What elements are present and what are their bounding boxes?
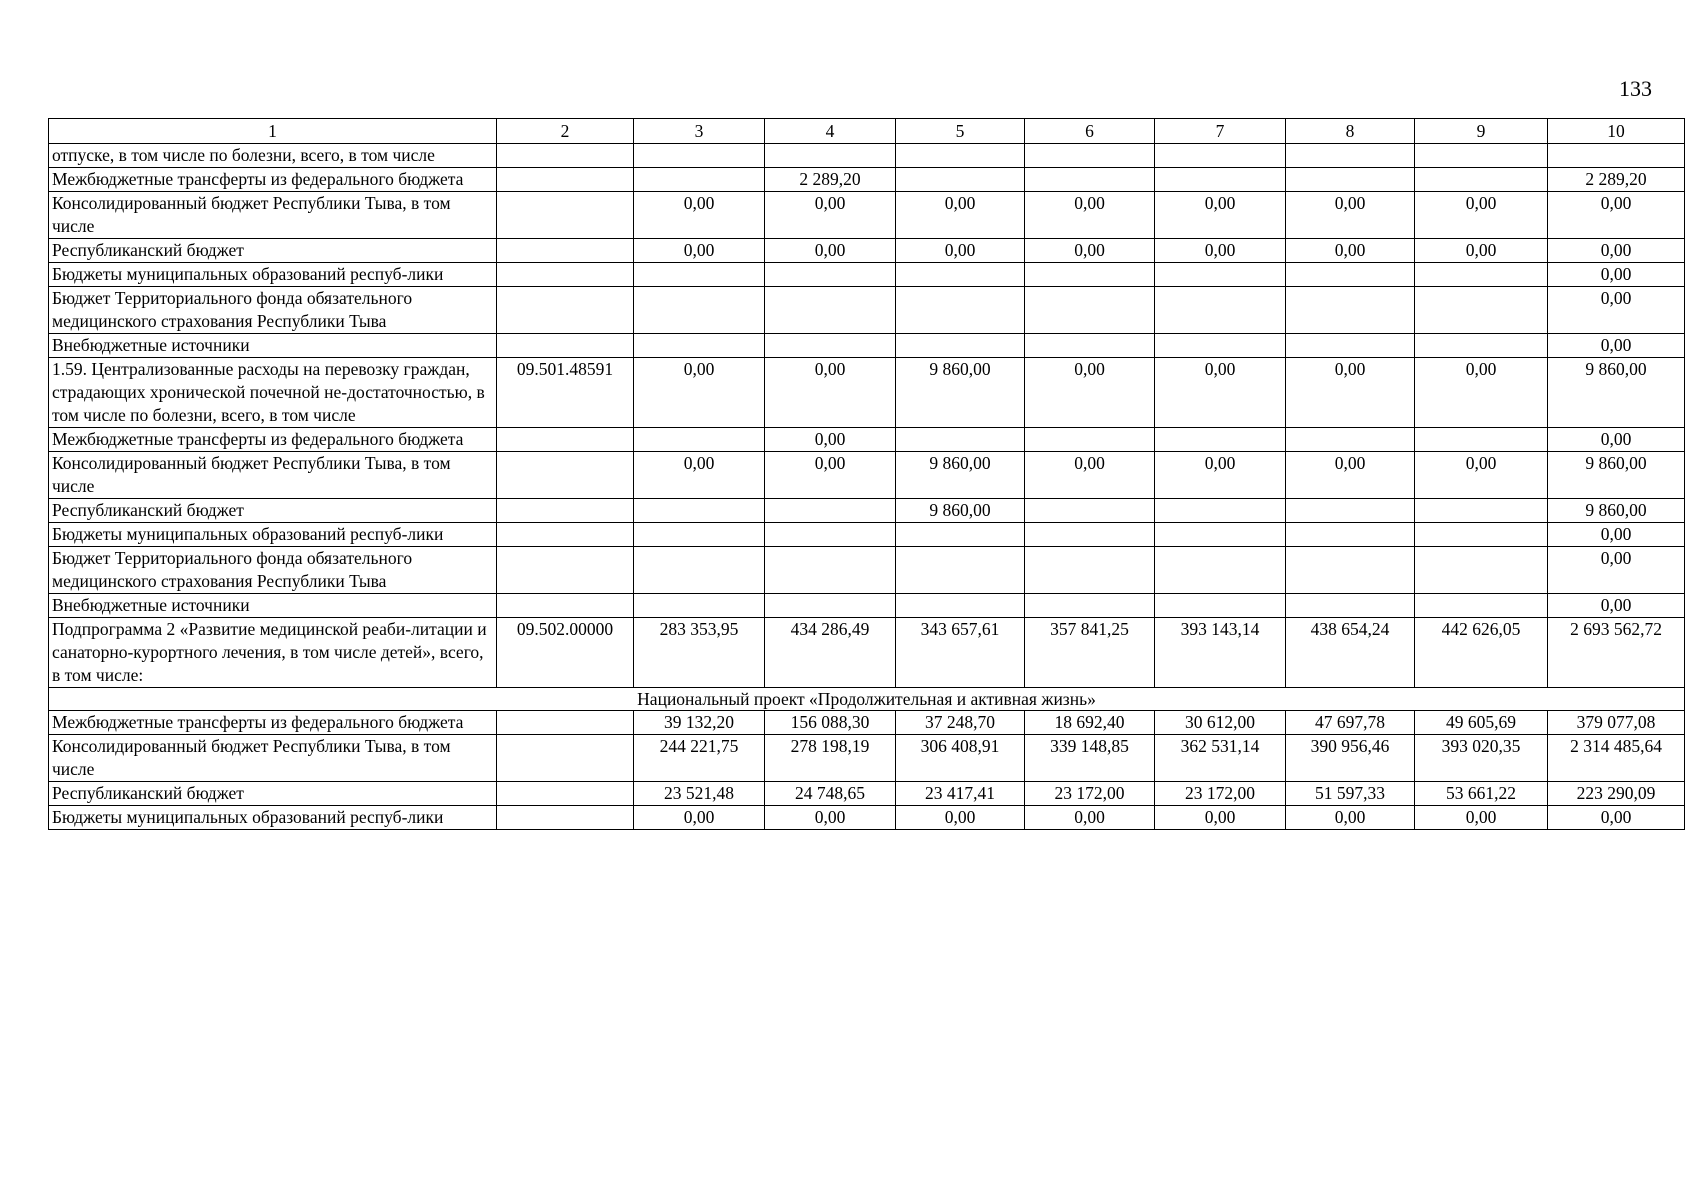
value-cell xyxy=(1155,287,1286,334)
row-label-cell: Республиканский бюджет xyxy=(49,782,497,806)
value-cell xyxy=(1155,144,1286,168)
value-cell: 0,00 xyxy=(634,358,765,428)
value-cell: 23 172,00 xyxy=(1025,782,1155,806)
value-cell: 0,00 xyxy=(634,452,765,499)
table-row xyxy=(49,806,1685,830)
value-cell: 0,00 xyxy=(1548,334,1685,358)
row-label-cell: Бюджет Территориального фонда обязательного медицинского страхования Республики Тыва xyxy=(49,547,497,594)
value-cell: 306 408,91 xyxy=(896,735,1025,782)
value-cell xyxy=(1155,428,1286,452)
value-cell: 39 132,20 xyxy=(634,711,765,735)
value-cell xyxy=(1415,334,1548,358)
value-cell: 9 860,00 xyxy=(896,499,1025,523)
value-cell: 9 860,00 xyxy=(1548,452,1685,499)
row-label-cell: Бюджеты муниципальных образований респуб-лики xyxy=(49,263,497,287)
table-row xyxy=(49,735,1685,782)
budget-code-cell xyxy=(497,334,634,358)
budget-code-cell: 09.501.48591 xyxy=(497,358,634,428)
budget-table xyxy=(48,118,1685,830)
value-cell: 0,00 xyxy=(765,358,896,428)
table-row xyxy=(49,263,1685,287)
value-cell: 379 077,08 xyxy=(1548,711,1685,735)
value-cell: 0,00 xyxy=(1155,452,1286,499)
value-cell: 0,00 xyxy=(634,806,765,830)
value-cell xyxy=(1155,499,1286,523)
table-row xyxy=(49,499,1685,523)
column-number-header: 3 xyxy=(634,119,765,144)
value-cell xyxy=(1025,594,1155,618)
value-cell xyxy=(1025,287,1155,334)
value-cell: 0,00 xyxy=(765,428,896,452)
value-cell: 0,00 xyxy=(765,192,896,239)
section-row xyxy=(49,688,1685,711)
value-cell: 0,00 xyxy=(1155,239,1286,263)
value-cell: 0,00 xyxy=(1415,358,1548,428)
value-cell: 0,00 xyxy=(1286,452,1415,499)
value-cell xyxy=(765,499,896,523)
value-cell: 0,00 xyxy=(1025,806,1155,830)
value-cell: 0,00 xyxy=(765,452,896,499)
value-cell: 0,00 xyxy=(896,192,1025,239)
value-cell xyxy=(1415,594,1548,618)
table-row xyxy=(49,618,1685,688)
value-cell: 244 221,75 xyxy=(634,735,765,782)
value-cell xyxy=(1415,523,1548,547)
value-cell: 9 860,00 xyxy=(896,358,1025,428)
value-cell: 0,00 xyxy=(1155,806,1286,830)
row-label-cell: Бюджеты муниципальных образований респуб-лики xyxy=(49,806,497,830)
value-cell: 2 289,20 xyxy=(765,168,896,192)
value-cell xyxy=(634,594,765,618)
value-cell xyxy=(896,547,1025,594)
budget-code-cell xyxy=(497,806,634,830)
value-cell: 343 657,61 xyxy=(896,618,1025,688)
row-label-cell: Межбюджетные трансферты из федерального бюджета xyxy=(49,711,497,735)
value-cell xyxy=(765,594,896,618)
table-row xyxy=(49,547,1685,594)
value-cell: 0,00 xyxy=(1025,192,1155,239)
value-cell: 390 956,46 xyxy=(1286,735,1415,782)
value-cell xyxy=(1155,263,1286,287)
budget-code-cell xyxy=(497,239,634,263)
value-cell xyxy=(765,523,896,547)
value-cell: 0,00 xyxy=(1548,287,1685,334)
value-cell xyxy=(1155,547,1286,594)
table-row xyxy=(49,239,1685,263)
column-number-header: 7 xyxy=(1155,119,1286,144)
value-cell: 23 521,48 xyxy=(634,782,765,806)
value-cell: 9 860,00 xyxy=(1548,499,1685,523)
row-label-cell: Консолидированный бюджет Республики Тыва, в том числе xyxy=(49,452,497,499)
value-cell: 30 612,00 xyxy=(1155,711,1286,735)
column-number-header: 10 xyxy=(1548,119,1685,144)
table-row xyxy=(49,594,1685,618)
table-row xyxy=(49,358,1685,428)
value-cell: 0,00 xyxy=(1025,358,1155,428)
table-row xyxy=(49,334,1685,358)
value-cell xyxy=(1025,523,1155,547)
value-cell: 0,00 xyxy=(634,192,765,239)
value-cell xyxy=(896,287,1025,334)
value-cell xyxy=(896,263,1025,287)
value-cell: 0,00 xyxy=(1155,358,1286,428)
value-cell: 0,00 xyxy=(1025,452,1155,499)
value-cell: 47 697,78 xyxy=(1286,711,1415,735)
value-cell xyxy=(1286,523,1415,547)
budget-code-cell xyxy=(497,192,634,239)
value-cell xyxy=(634,499,765,523)
value-cell: 442 626,05 xyxy=(1415,618,1548,688)
budget-code-cell xyxy=(497,428,634,452)
value-cell: 49 605,69 xyxy=(1415,711,1548,735)
table-row xyxy=(49,523,1685,547)
value-cell xyxy=(1155,523,1286,547)
row-label-cell: Бюджеты муниципальных образований респуб-лики xyxy=(49,523,497,547)
value-cell xyxy=(1025,334,1155,358)
table-row xyxy=(49,168,1685,192)
row-label-cell: Республиканский бюджет xyxy=(49,239,497,263)
table-row xyxy=(49,144,1685,168)
value-cell: 0,00 xyxy=(1286,192,1415,239)
value-cell xyxy=(1415,287,1548,334)
value-cell: 0,00 xyxy=(1548,594,1685,618)
table-body xyxy=(49,144,1685,830)
value-cell xyxy=(1415,499,1548,523)
value-cell: 0,00 xyxy=(1415,239,1548,263)
value-cell: 23 172,00 xyxy=(1155,782,1286,806)
budget-code-cell xyxy=(497,168,634,192)
budget-code-cell xyxy=(497,711,634,735)
value-cell xyxy=(634,523,765,547)
table-row xyxy=(49,192,1685,239)
value-cell: 278 198,19 xyxy=(765,735,896,782)
value-cell xyxy=(765,334,896,358)
budget-code-cell xyxy=(497,144,634,168)
value-cell: 0,00 xyxy=(1415,452,1548,499)
budget-code-cell xyxy=(497,547,634,594)
column-number-header: 8 xyxy=(1286,119,1415,144)
row-label-cell: Консолидированный бюджет Республики Тыва, в том числе xyxy=(49,192,497,239)
value-cell xyxy=(1286,287,1415,334)
value-cell: 0,00 xyxy=(765,806,896,830)
value-cell: 0,00 xyxy=(1548,428,1685,452)
row-label-cell: Республиканский бюджет xyxy=(49,499,497,523)
value-cell xyxy=(1286,263,1415,287)
column-number-header: 9 xyxy=(1415,119,1548,144)
value-cell: 0,00 xyxy=(634,239,765,263)
value-cell: 357 841,25 xyxy=(1025,618,1155,688)
value-cell: 0,00 xyxy=(1548,263,1685,287)
value-cell: 24 748,65 xyxy=(765,782,896,806)
value-cell xyxy=(1286,428,1415,452)
value-cell: 0,00 xyxy=(765,239,896,263)
budget-code-cell: 09.502.00000 xyxy=(497,618,634,688)
value-cell xyxy=(1415,428,1548,452)
value-cell: 37 248,70 xyxy=(896,711,1025,735)
table-row xyxy=(49,428,1685,452)
value-cell: 362 531,14 xyxy=(1155,735,1286,782)
value-cell: 2 289,20 xyxy=(1548,168,1685,192)
value-cell xyxy=(1286,168,1415,192)
table-row xyxy=(49,452,1685,499)
value-cell: 283 353,95 xyxy=(634,618,765,688)
column-number-header: 1 xyxy=(49,119,497,144)
value-cell xyxy=(1025,428,1155,452)
value-cell: 0,00 xyxy=(1155,192,1286,239)
value-cell xyxy=(1025,547,1155,594)
value-cell xyxy=(765,263,896,287)
value-cell: 0,00 xyxy=(1286,358,1415,428)
value-cell: 2 314 485,64 xyxy=(1548,735,1685,782)
value-cell: 0,00 xyxy=(1548,523,1685,547)
row-label-cell: 1.59. Централизованные расходы на перевозку граждан, страдающих хронической почечной не-достаточностью, в том числе по болезни, всего, в том числе xyxy=(49,358,497,428)
value-cell: 434 286,49 xyxy=(765,618,896,688)
value-cell: 393 020,35 xyxy=(1415,735,1548,782)
value-cell xyxy=(1025,263,1155,287)
row-label-cell: Консолидированный бюджет Республики Тыва, в том числе xyxy=(49,735,497,782)
value-cell xyxy=(1155,594,1286,618)
value-cell: 0,00 xyxy=(896,806,1025,830)
budget-code-cell xyxy=(497,523,634,547)
value-cell xyxy=(896,144,1025,168)
value-cell: 0,00 xyxy=(896,239,1025,263)
value-cell xyxy=(1025,144,1155,168)
value-cell: 0,00 xyxy=(1286,806,1415,830)
value-cell: 23 417,41 xyxy=(896,782,1025,806)
value-cell: 0,00 xyxy=(1415,806,1548,830)
value-cell xyxy=(1286,499,1415,523)
column-number-header: 6 xyxy=(1025,119,1155,144)
column-number-header: 5 xyxy=(896,119,1025,144)
value-cell xyxy=(1548,144,1685,168)
value-cell: 156 088,30 xyxy=(765,711,896,735)
value-cell xyxy=(1155,334,1286,358)
value-cell: 9 860,00 xyxy=(1548,358,1685,428)
value-cell xyxy=(634,428,765,452)
value-cell xyxy=(1025,168,1155,192)
budget-code-cell xyxy=(497,499,634,523)
value-cell xyxy=(1415,263,1548,287)
value-cell xyxy=(896,523,1025,547)
value-cell: 438 654,24 xyxy=(1286,618,1415,688)
budget-code-cell xyxy=(497,287,634,334)
value-cell: 393 143,14 xyxy=(1155,618,1286,688)
column-number-row xyxy=(49,119,1685,144)
value-cell xyxy=(634,334,765,358)
row-label-cell: Бюджет Территориального фонда обязательного медицинского страхования Республики Тыва xyxy=(49,287,497,334)
value-cell xyxy=(634,263,765,287)
value-cell: 0,00 xyxy=(1025,239,1155,263)
row-label-cell: Межбюджетные трансферты из федерального бюджета xyxy=(49,428,497,452)
value-cell: 9 860,00 xyxy=(896,452,1025,499)
value-cell: 0,00 xyxy=(1415,192,1548,239)
value-cell: 0,00 xyxy=(1548,239,1685,263)
value-cell xyxy=(1155,168,1286,192)
value-cell: 2 693 562,72 xyxy=(1548,618,1685,688)
budget-code-cell xyxy=(497,452,634,499)
value-cell: 51 597,33 xyxy=(1286,782,1415,806)
value-cell xyxy=(1286,547,1415,594)
row-label-cell: Внебюджетные источники xyxy=(49,334,497,358)
value-cell: 0,00 xyxy=(1548,806,1685,830)
column-number-header: 4 xyxy=(765,119,896,144)
budget-code-cell xyxy=(497,263,634,287)
value-cell xyxy=(1286,334,1415,358)
value-cell: 0,00 xyxy=(1548,192,1685,239)
table-row xyxy=(49,287,1685,334)
column-number-header: 2 xyxy=(497,119,634,144)
value-cell xyxy=(1286,594,1415,618)
table-row xyxy=(49,711,1685,735)
value-cell xyxy=(896,594,1025,618)
budget-code-cell xyxy=(497,735,634,782)
value-cell xyxy=(765,144,896,168)
value-cell: 53 661,22 xyxy=(1415,782,1548,806)
value-cell xyxy=(765,547,896,594)
value-cell xyxy=(896,428,1025,452)
value-cell: 339 148,85 xyxy=(1025,735,1155,782)
row-label-cell: Внебюджетные источники xyxy=(49,594,497,618)
value-cell xyxy=(634,168,765,192)
value-cell xyxy=(1415,547,1548,594)
value-cell: 0,00 xyxy=(1286,239,1415,263)
budget-code-cell xyxy=(497,782,634,806)
value-cell: 223 290,09 xyxy=(1548,782,1685,806)
value-cell xyxy=(634,287,765,334)
value-cell xyxy=(1415,144,1548,168)
page-number: 133 xyxy=(1619,76,1652,101)
value-cell xyxy=(1286,144,1415,168)
row-label-cell: Подпрограмма 2 «Развитие медицинской реаби-литации и санаторно-курортного лечения, в том числе детей», всего, в том числе: xyxy=(49,618,497,688)
value-cell xyxy=(896,334,1025,358)
table-row xyxy=(49,782,1685,806)
value-cell xyxy=(765,287,896,334)
value-cell: 18 692,40 xyxy=(1025,711,1155,735)
value-cell xyxy=(1025,499,1155,523)
value-cell xyxy=(634,144,765,168)
value-cell xyxy=(1415,168,1548,192)
row-label-cell: Межбюджетные трансферты из федерального бюджета xyxy=(49,168,497,192)
row-label-cell: отпуске, в том числе по болезни, всего, в том числе xyxy=(49,144,497,168)
value-cell xyxy=(634,547,765,594)
budget-code-cell xyxy=(497,594,634,618)
value-cell: 0,00 xyxy=(1548,547,1685,594)
value-cell xyxy=(896,168,1025,192)
section-title: Национальный проект «Продолжительная и активная жизнь» xyxy=(49,688,1685,711)
